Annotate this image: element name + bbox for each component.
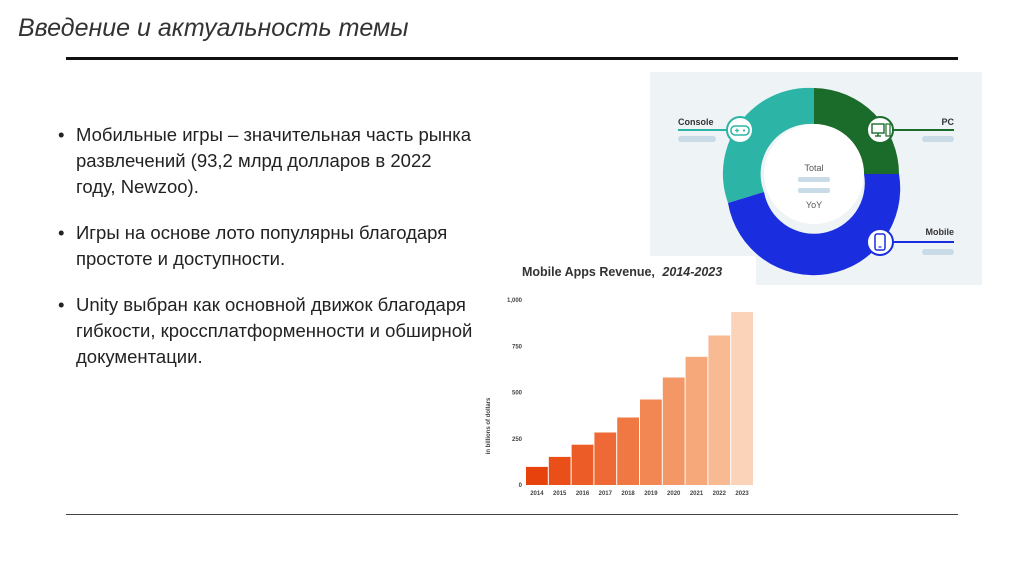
bar-2021 — [686, 357, 708, 485]
donut-center-total: Total — [804, 163, 824, 173]
chart-title-main: Mobile Apps Revenue, — [522, 265, 655, 279]
x-tick-label: 2021 — [689, 491, 704, 497]
bullet-item — [56, 220, 476, 272]
bullet-list — [56, 122, 476, 390]
chart-title — [522, 265, 722, 279]
bullet-marker: • — [58, 124, 65, 145]
bullet-marker: • — [58, 222, 65, 243]
x-tick-label: 2018 — [621, 491, 635, 497]
bar-2020 — [663, 378, 685, 486]
y-tick-label: 500 — [511, 390, 522, 397]
bar-2022 — [708, 336, 730, 486]
smartphone-icon — [867, 229, 893, 255]
bar-2016 — [572, 445, 594, 485]
mobile-label: Mobile — [925, 227, 954, 237]
placeholder-bar — [798, 177, 830, 182]
y-tick-label: 250 — [511, 436, 522, 443]
y-axis-label: in billions of dollars — [486, 397, 492, 455]
x-tick-label: 2014 — [530, 491, 544, 497]
console-label: Console — [678, 117, 714, 127]
placeholder-bar — [798, 188, 830, 193]
pc-label: PC — [941, 117, 954, 127]
bullet-marker: • — [58, 294, 65, 315]
bullet-text: Мобильные игры – значительная часть рынка развлечений (93,2 млрд долларов в 2022 году, Newzoo). — [76, 124, 472, 197]
bar-2017 — [594, 433, 616, 486]
bar-chart-svg — [480, 256, 756, 506]
x-tick-label: 2015 — [553, 491, 567, 497]
placeholder-bar — [922, 249, 954, 255]
y-tick-label: 750 — [511, 344, 522, 351]
slide-title: Введение и актуальность темы — [18, 14, 409, 42]
bar-2015 — [549, 457, 571, 485]
top-divider — [66, 57, 958, 60]
bar-2019 — [640, 400, 662, 486]
market-donut-image — [650, 72, 982, 285]
x-tick-label: 2022 — [712, 491, 726, 497]
desktop-computer-icon — [867, 117, 893, 143]
chart-title-years: 2014-2023 — [662, 265, 723, 279]
bullet-item — [56, 122, 476, 200]
x-tick-label: 2019 — [644, 491, 658, 497]
bar-2023 — [731, 312, 753, 485]
y-tick-label: 1,000 — [506, 298, 522, 304]
y-tick-label: 0 — [518, 483, 522, 489]
bullet-item — [56, 292, 476, 370]
placeholder-bar — [678, 136, 716, 142]
bar-2018 — [617, 418, 639, 486]
donut-chart — [650, 72, 982, 285]
x-tick-label: 2016 — [575, 491, 590, 497]
x-tick-label: 2017 — [598, 491, 612, 497]
bottom-divider — [66, 514, 958, 515]
bullet-text: Игры на основе лото популярны благодаря простоте и доступности. — [76, 222, 448, 269]
gamepad-icon — [727, 117, 753, 143]
donut-center-yoy: YoY — [805, 200, 823, 210]
revenue-bar-chart — [480, 256, 756, 506]
bar-2014 — [526, 467, 548, 485]
bullet-text: Unity выбран как основной движок благодаря гибкости, кроссплатформенности и обширной документации. — [76, 294, 473, 367]
x-tick-label: 2020 — [667, 491, 681, 497]
placeholder-bar — [922, 136, 954, 142]
x-tick-label: 2023 — [735, 491, 749, 497]
